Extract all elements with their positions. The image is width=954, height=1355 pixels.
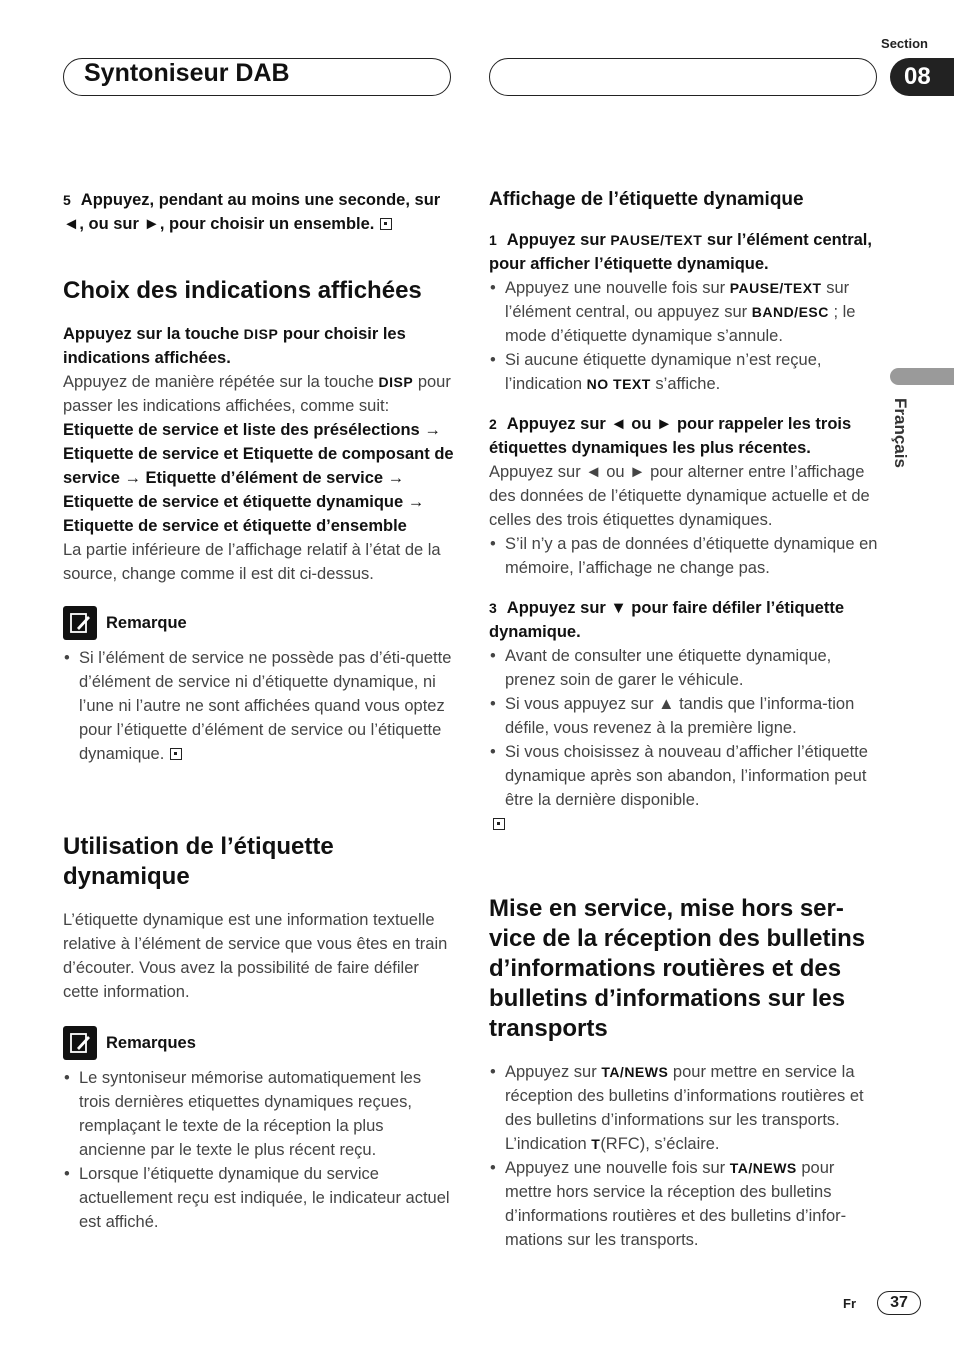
note-pencil-icon xyxy=(63,606,97,640)
note-pencil-icon xyxy=(63,1026,97,1060)
choix-heading: Choix des indications affichées xyxy=(63,277,422,304)
section-number-tab: 08 xyxy=(890,58,954,96)
step-3: 3 Appuyez sur ▼ pour faire défiler l’étiquette dynamique. xyxy=(489,599,845,641)
utilisation-body: L’étiquette dynamique est une information textuelle relative à l’élément de service que vous êtes en train d’écouter. Vous avez la possibilité de faire défiler cette information. xyxy=(63,911,448,1001)
choix-sequence: Etiquette de service et liste des présélections → Etiquette de service et Etiquette de composant de service → Etiquette d’élément de service → Etiquette de service et étiquette dynamique → Etiquette de service et étiquette d’ensemble xyxy=(63,421,454,535)
service-heading: Mise en service, mise hors ser-vice de la réception des bulletins d’informations routières et des bulletins d’informations sur les transports xyxy=(489,895,866,1042)
page-title: Syntoniseur DAB xyxy=(84,59,290,87)
choix-lead: Appuyez sur la touche DISP pour choisir les indications affichées. xyxy=(63,325,406,367)
notes-header: Remarques xyxy=(63,1026,455,1060)
step-5: 5 Appuyez, pendant au moins une seconde, sur ◄, ou sur ►, pour choisir un ensemble. xyxy=(63,191,441,233)
end-mark-icon xyxy=(380,218,392,230)
note-item: • Si l’élément de service ne possède pas d’éti-quette d’élément de service ni d’étiquette dynamique, ni l’une ni l’autre ne sont affichées quand vous optez pour l’étiquette d’élément de service ou l’étiquette dynamique. xyxy=(63,646,455,766)
step-2-bullet: • S’il n’y a pas de données d’étiquette dynamique en mémoire, l’affichage ne change pas. xyxy=(489,532,881,580)
note-header: Remarque xyxy=(63,606,455,640)
affichage-heading: Affichage de l’étiquette dynamique xyxy=(489,189,804,210)
step-2: 2 Appuyez sur ◄ ou ► pour rappeler les trois étiquettes dynamiques les plus récentes. xyxy=(489,415,852,457)
step-1: 1 Appuyez sur PAUSE/TEXT sur l’élément central, pour afficher l’étiquette dynamique. xyxy=(489,231,872,273)
step-2-body: Appuyez sur ◄ ou ► pour alterner entre l’affichage des données de l’étiquette dynamique actuelle et de celles des trois étiquettes dynamiques. xyxy=(489,463,870,529)
language-tab-label: Français xyxy=(891,398,910,468)
end-mark-icon xyxy=(170,748,182,760)
step-3-bullet: • Avant de consulter une étiquette dynamique, prenez soin de garer le véhicule. xyxy=(489,644,881,692)
header-empty-box xyxy=(489,58,877,96)
step-1-bullet: • Appuyez une nouvelle fois sur PAUSE/TEXT sur l’élément central, ou appuyez sur BAND/ESC ; le mode d’étiquette dynamique s’annule. xyxy=(489,276,881,348)
service-bullet: • Appuyez sur TA/NEWS pour mettre en service la réception des bulletins d’informations routières et des bulletins d’informations sur les transports. L’indication T(RFC), s’éclaire. xyxy=(489,1060,881,1156)
page-number: 37 xyxy=(877,1291,921,1315)
choix-tail: La partie inférieure de l’affichage relatif à l’état de la source, change comme il est dit ci-dessus. xyxy=(63,541,441,583)
step-3-bullet: • Si vous appuyez sur ▲ tandis que l’informa-tion défile, vous revenez à la première ligne. xyxy=(489,692,881,740)
end-mark-row xyxy=(489,812,881,836)
section-label: Section xyxy=(881,36,928,51)
service-bullet: • Appuyez une nouvelle fois sur TA/NEWS pour mettre hors service la réception des bulletins d’informations routières et des bulletins d’infor-mations sur les transports. xyxy=(489,1156,881,1252)
step-1-bullet: • Si aucune étiquette dynamique n’est reçue, l’indication NO TEXT s’affiche. xyxy=(489,348,881,396)
step-3-bullet: • Si vous choisissez à nouveau d’afficher l’étiquette dynamique après son abandon, l’information peut être la dernière disponible. xyxy=(489,740,881,812)
left-column xyxy=(63,188,455,1234)
right-column xyxy=(489,188,881,1252)
end-mark-icon xyxy=(493,818,505,830)
footer-language: Fr xyxy=(843,1296,856,1311)
note-item: • Le syntoniseur mémorise automatiquement les trois dernières etiquettes dynamiques reçues, remplaçant le texte de la réception la plus ancienne par le texte le plus récent reçu. xyxy=(63,1066,455,1162)
utilisation-heading: Utilisation de l’étiquette dynamique xyxy=(63,833,334,890)
language-tab-bar xyxy=(890,368,954,385)
note-item: • Lorsque l’étiquette dynamique du service actuellement reçu est indiquée, le indicateur actuel est affiché. xyxy=(63,1162,455,1234)
choix-body: Appuyez de manière répétée sur la touche DISP pour passer les indications affichées, comme suit: xyxy=(63,373,451,415)
